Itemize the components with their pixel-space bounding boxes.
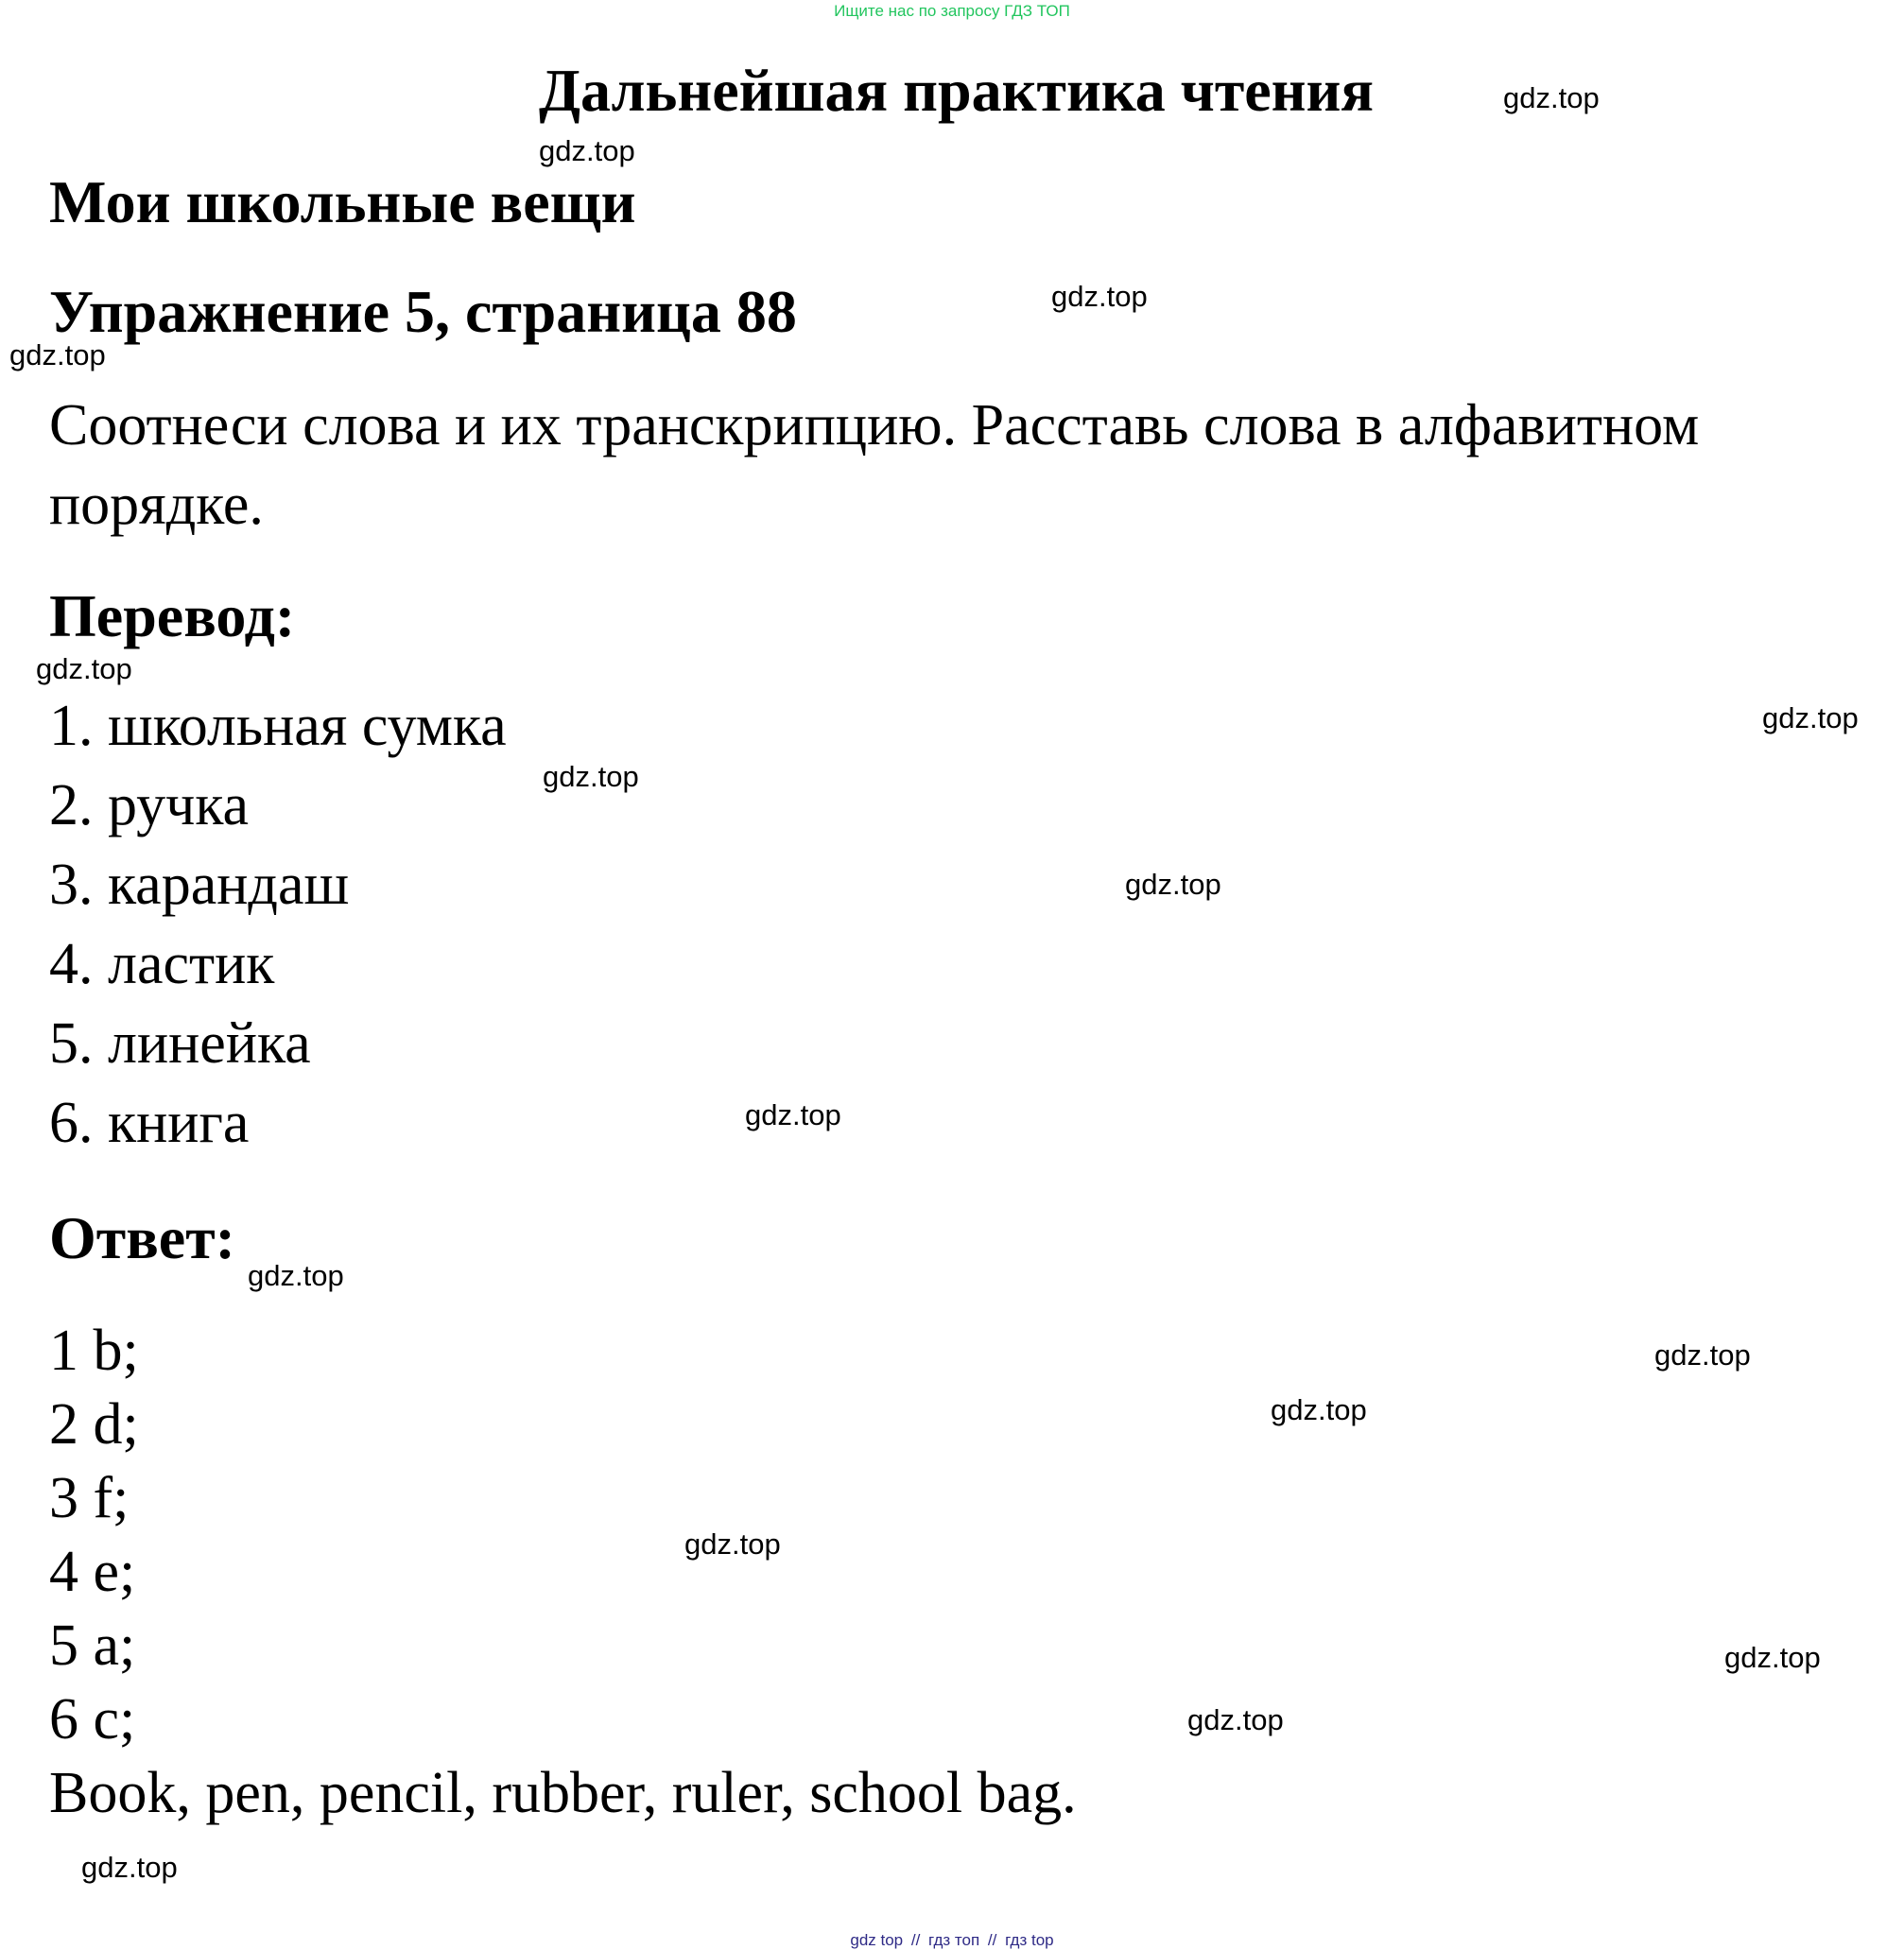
watermark: gdz.top <box>81 1851 178 1884</box>
watermark: gdz.top <box>745 1098 841 1131</box>
watermark: gdz.top <box>248 1259 344 1292</box>
watermark: gdz.top <box>1503 81 1600 114</box>
answer-item: 6 c; <box>49 1687 136 1752</box>
top-banner[interactable]: Ищите нас по запросу ГДЗ ТОП <box>834 2 1070 20</box>
translation-item: 6. книга <box>49 1091 250 1155</box>
watermark: gdz.top <box>1762 701 1859 734</box>
answer-sorted-words: Book, pen, pencil, rubber, ruler, school bag. <box>49 1761 1077 1825</box>
answer-item: 4 e; <box>49 1540 136 1604</box>
watermark: gdz.top <box>684 1527 781 1561</box>
page-title: Дальнейшая практика чтения <box>539 57 1375 124</box>
answer-item: 1 b; <box>49 1319 139 1383</box>
exercise-heading: Упражнение 5, страница 88 <box>49 278 797 345</box>
translation-item: 4. ластик <box>49 932 275 996</box>
watermark: gdz.top <box>36 652 132 685</box>
topic-heading: Мои школьные вещи <box>49 168 636 235</box>
footer-link[interactable]: gdz top <box>850 1931 904 1949</box>
translation-item: 1. школьная сумка <box>49 694 507 758</box>
answer-item: 3 f; <box>49 1466 130 1530</box>
watermark: gdz.top <box>1271 1393 1367 1426</box>
watermark: gdz.top <box>543 760 639 793</box>
answer-item: 2 d; <box>49 1392 139 1457</box>
footer-links <box>0 1931 1904 1950</box>
watermark: gdz.top <box>9 338 106 371</box>
watermark: gdz.top <box>1125 868 1221 901</box>
translation-heading: Перевод: <box>49 582 296 649</box>
footer-link[interactable]: гдз топ <box>928 1931 980 1949</box>
answer-heading: Ответ: <box>49 1204 235 1271</box>
translation-item: 2. ручка <box>49 773 250 837</box>
footer-link[interactable]: гдз top <box>1005 1931 1054 1949</box>
watermark: gdz.top <box>1724 1641 1821 1674</box>
watermark: gdz.top <box>1051 280 1148 313</box>
footer-separator: // <box>987 1931 997 1949</box>
watermark: gdz.top <box>539 134 635 167</box>
answer-item: 5 a; <box>49 1613 136 1678</box>
watermark: gdz.top <box>1654 1338 1751 1372</box>
translation-item: 5. линейка <box>49 1011 311 1076</box>
footer-separator: // <box>910 1931 921 1949</box>
task-text: Соотнеси слова и их транскрипцию. Расставь слова в алфавитном порядке. <box>49 393 1700 537</box>
translation-item: 3. карандаш <box>49 853 350 917</box>
watermark: gdz.top <box>1187 1703 1284 1736</box>
